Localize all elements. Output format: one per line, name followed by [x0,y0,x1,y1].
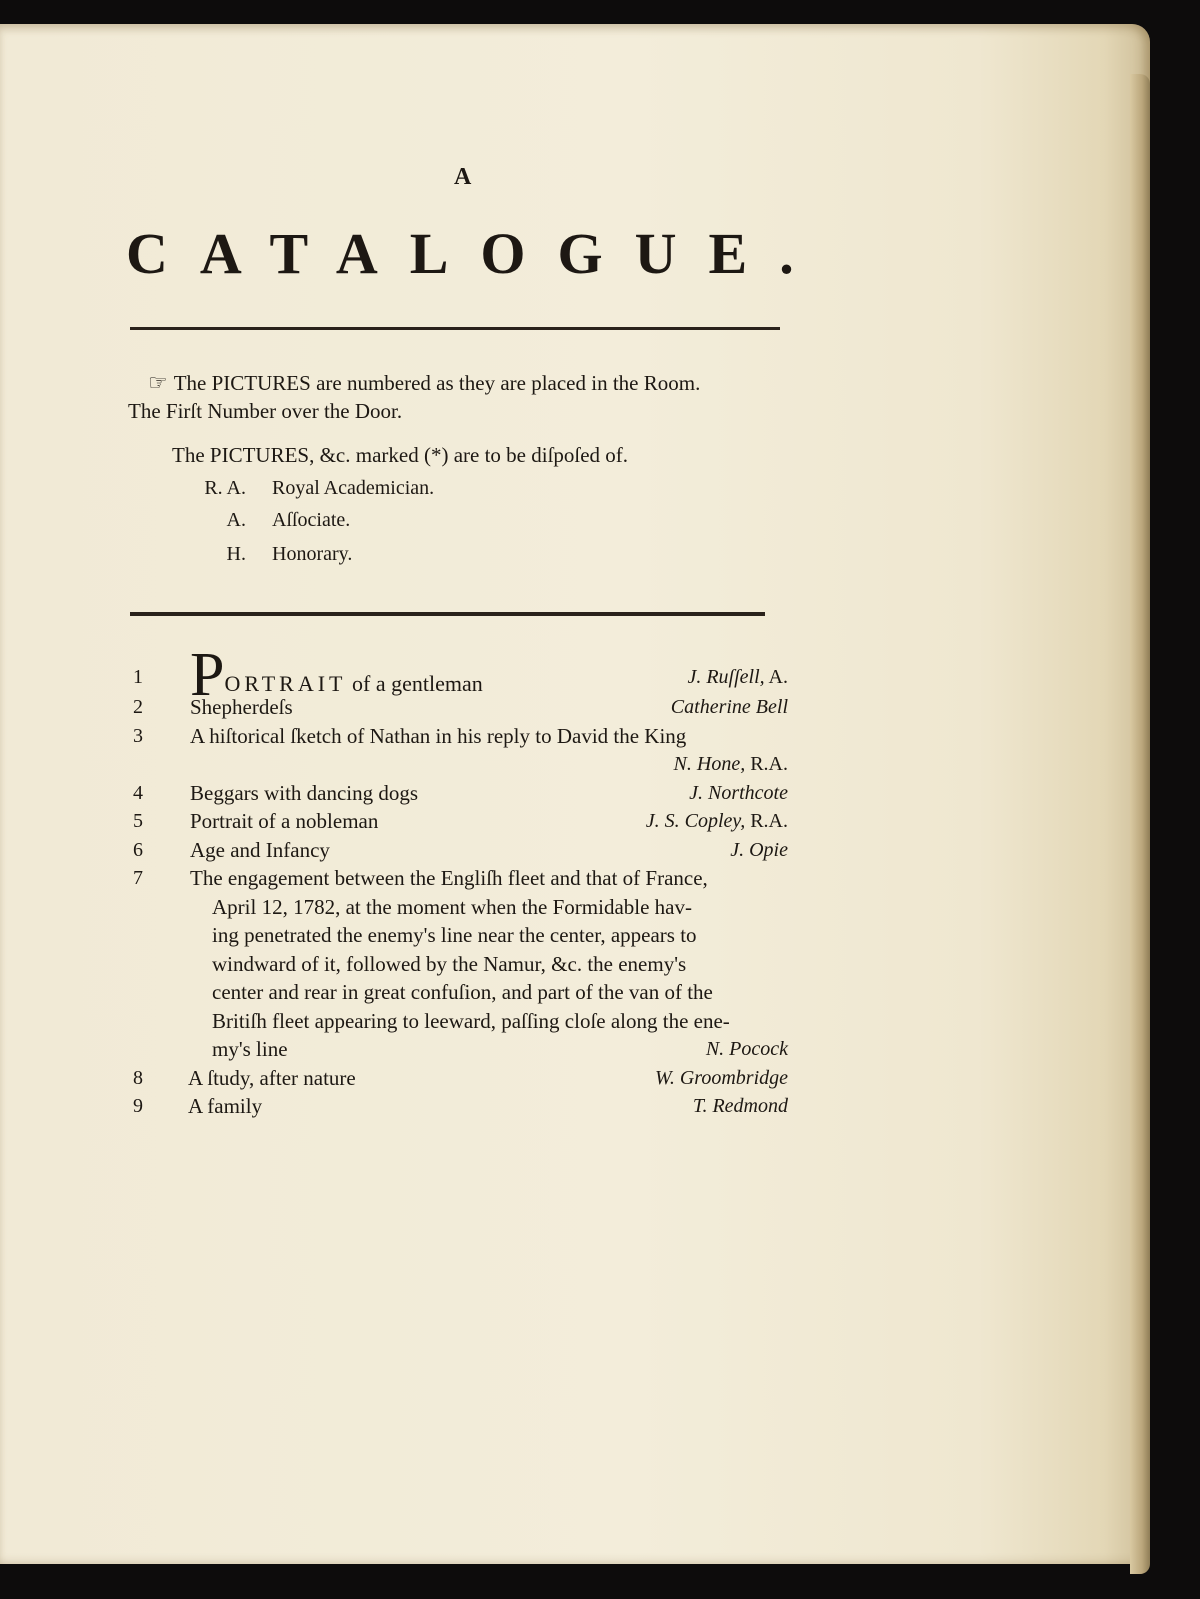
abbreviation-code: A. [226,509,246,531]
catalogue-entries [128,641,788,1121]
entry-artist [128,750,788,779]
entry-title-line: ing penetrated the enemy's line near the center, appears to [212,923,697,947]
entry-artist [689,779,788,808]
entry-number: 9 [133,1095,143,1117]
abbreviation-row [166,543,352,566]
divider-bottom [130,612,765,616]
artist-rank: A. [764,666,788,688]
entry-artist [706,1035,788,1064]
abbreviation-meaning: Honorary. [272,543,353,565]
entry-artist [646,807,788,836]
entry-title-line: Britiſh fleet appearing to leeward, paſſing cloſe along the ene- [212,1008,730,1033]
artist-name: J. Opie [730,838,788,861]
heading-article: A [454,164,472,190]
entry-number: 2 [133,696,143,718]
abbreviation-meaning: Royal Academician. [272,477,435,499]
entry-title-rest: of a gentleman [346,671,483,696]
entry-title-line: The engagement between the Engliſh fleet and that of France, [190,866,708,890]
entry-number: 4 [133,781,143,804]
entry-artist [730,836,788,865]
entry-title: Shepherdeſs [190,695,293,719]
page-title: CATALOGUE. [126,221,826,286]
artist-name: J. Northcote [689,781,788,804]
entry-number: 8 [133,1066,143,1089]
entry-artist [693,1092,788,1121]
abbreviation-row [166,509,350,532]
drop-cap: P [190,641,225,709]
artist-name: N. Pocock [705,1038,788,1060]
entry-title-line: April 12, 1782, at the moment when the Formidable hav- [212,894,692,919]
artist-name: N. Hone, [673,753,746,775]
entry-number: 3 [133,724,143,747]
entry-artist [687,663,788,692]
entry-number: 1 [133,666,143,688]
entry-title-line: windward of it, followed by the Namur, &c. the enemy's [212,951,687,976]
catalogue-entry [128,1064,788,1093]
entry-title: Beggars with dancing dogs [190,780,419,805]
page-edge [1130,74,1150,1574]
artist-name: J. S. Copley, [645,810,746,832]
entry-title: Age and Infancy [190,837,330,862]
catalogue-page [0,24,1150,1564]
entry-title-line: center and rear in great confuſion, and part of the van of the [212,980,713,1004]
artist-name: Catherine Bell [670,696,788,718]
note-line-2: The Firſt Number over the Door. [128,399,403,423]
catalogue-entry [128,836,788,865]
abbreviation-row [166,477,434,500]
entry-number: 6 [133,838,143,861]
artist-name: T. Redmond [692,1095,788,1117]
entry-title-caps: ORTRAIT [224,671,347,696]
entry-title-line: my's line [212,1037,288,1061]
entry-number: 7 [133,867,143,889]
entry-title: A family [188,1094,263,1118]
catalogue-entry [128,722,788,779]
note-line-1: The PICTURES are numbered as they are placed in the Room. [173,371,701,395]
catalogue-entry [128,807,788,836]
abbreviation-code: H. [226,543,246,565]
catalogue-entry [128,779,788,808]
catalogue-entry [128,693,788,722]
entry-title: Portrait of a nobleman [190,809,379,833]
entry-artist [655,1064,788,1093]
catalogue-entry [128,1092,788,1121]
entry-title: A hiſtorical ſketch of Nathan in his reply to David the King [190,723,687,748]
note-numbering [148,370,700,396]
artist-rank: R.A. [745,810,788,832]
entry-artist [671,693,788,722]
note-line-3: The PICTURES, &c. marked (*) are to be diſpoſed of. [172,443,629,467]
catalogue-entry [128,864,788,1064]
abbreviation-code: R. A. [204,477,246,499]
entry-title: A ſtudy, after nature [188,1065,356,1090]
artist-name: W. Groombridge [655,1066,788,1089]
artist-rank: R.A. [745,753,788,775]
artist-name: J. Ruſſell, [687,666,765,688]
divider-top [130,327,780,330]
abbreviation-meaning: Aſſociate. [272,509,351,531]
pointing-hand-icon: ☜ [148,370,168,395]
entry-number: 5 [133,810,143,832]
